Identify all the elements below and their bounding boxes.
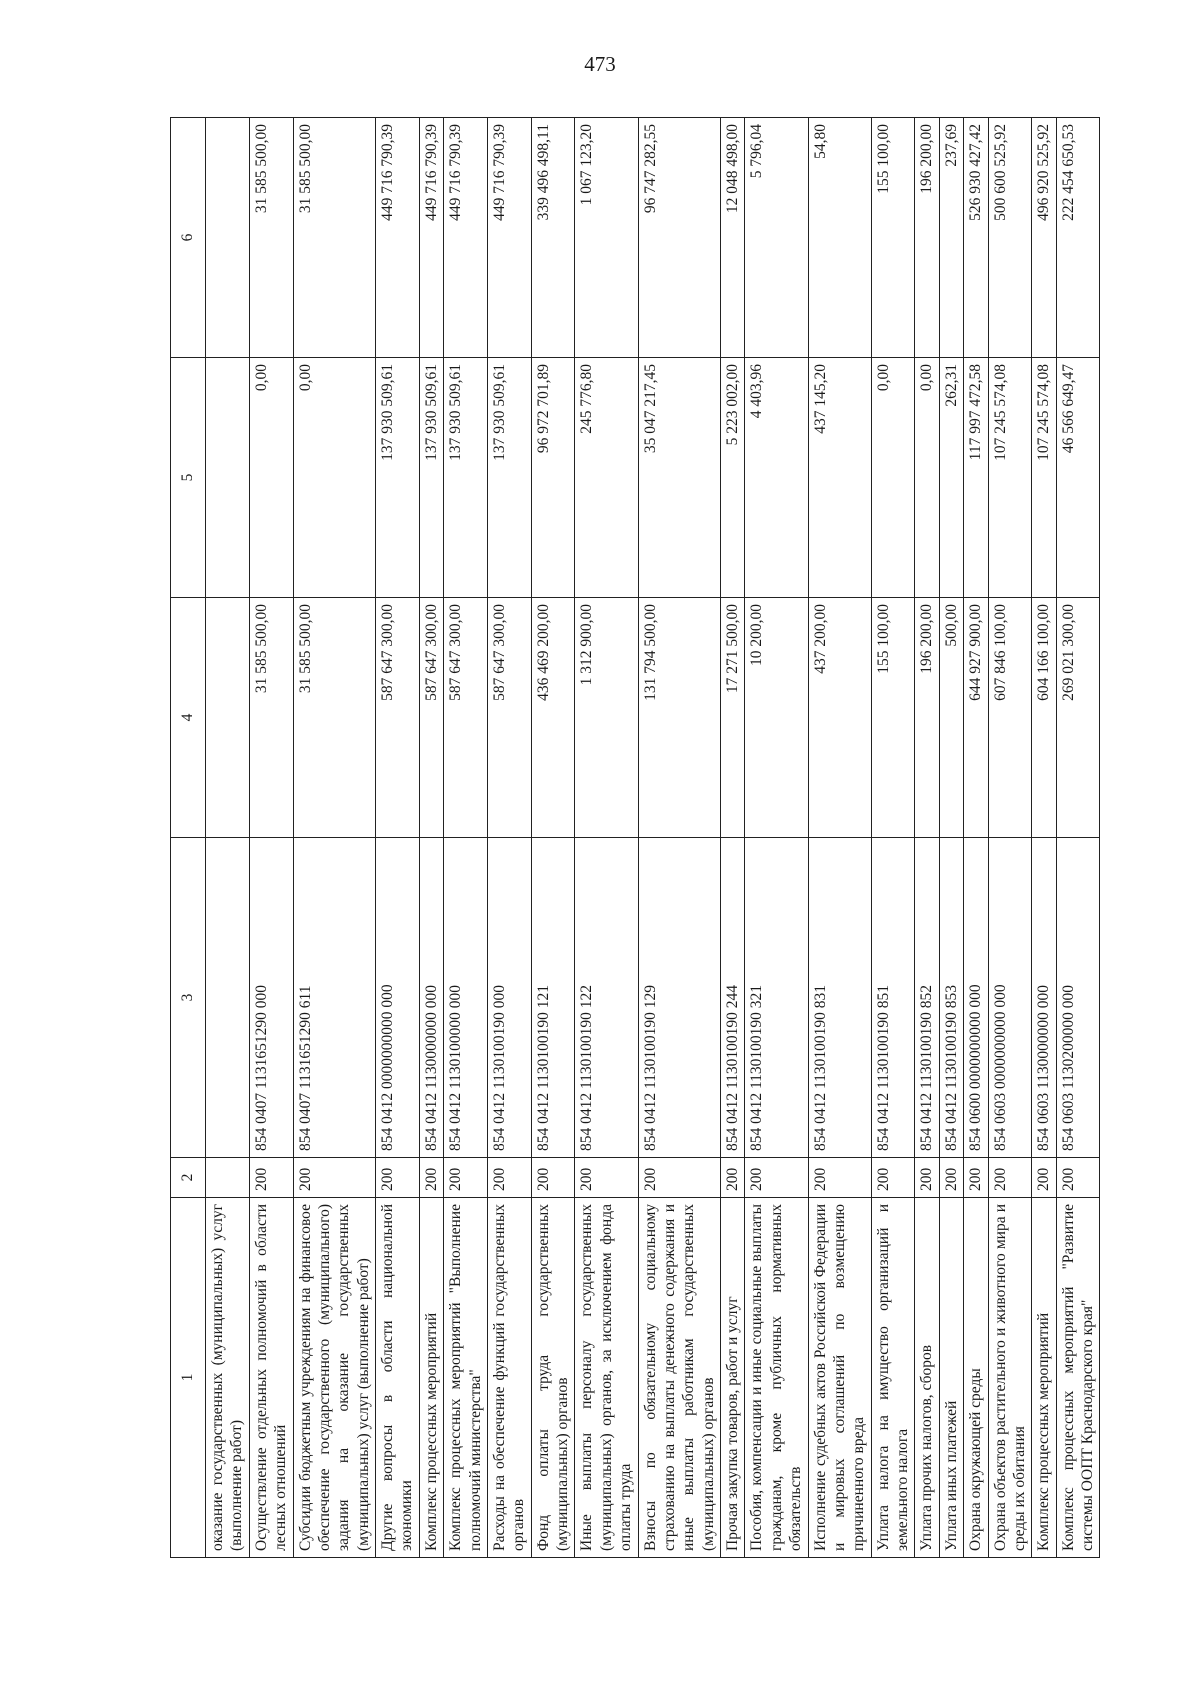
row-executed-cell: 5 223 002,00 bbox=[721, 358, 745, 598]
row-executed-cell: 137 930 509,61 bbox=[444, 358, 488, 598]
row-approved-cell: 587 647 300,00 bbox=[444, 598, 488, 838]
row-name-cell: Иные выплаты персоналу государственных (муниципальных) органов, за исключением фонда оплаты труда bbox=[575, 1198, 638, 1558]
row-remaining-cell: 449 716 790,39 bbox=[487, 118, 531, 358]
row-executed-cell: 35 047 217,45 bbox=[638, 358, 721, 598]
row-executed-cell: 117 997 472,58 bbox=[964, 358, 988, 598]
row-approved-cell: 436 469 200,00 bbox=[531, 598, 575, 838]
row-code-cell: 200 bbox=[871, 1158, 915, 1198]
row-kbk-cell: 854 0603 0000000000 000 bbox=[988, 838, 1032, 1158]
row-kbk-cell: 854 0407 1131651290 000 bbox=[249, 838, 293, 1158]
row-executed-cell: 96 972 701,89 bbox=[531, 358, 575, 598]
column-header: 1 bbox=[171, 1198, 206, 1558]
table-row bbox=[871, 118, 915, 1558]
table-row bbox=[1056, 118, 1100, 1558]
row-approved-cell: 587 647 300,00 bbox=[419, 598, 443, 838]
budget-table bbox=[170, 117, 1100, 1558]
row-approved-cell: 644 927 900,00 bbox=[964, 598, 988, 838]
row-name-cell: Уплата налога на имущество организаций и земельного налога bbox=[871, 1198, 915, 1558]
row-code-cell: 200 bbox=[376, 1158, 420, 1198]
row-approved-cell: 437 200,00 bbox=[808, 598, 871, 838]
table-row bbox=[531, 118, 575, 1558]
table-row bbox=[721, 118, 745, 1558]
row-executed-cell: 262,31 bbox=[939, 358, 963, 598]
column-header: 4 bbox=[171, 598, 206, 838]
row-name-cell: Прочая закупка товаров, работ и услуг bbox=[721, 1198, 745, 1558]
row-code-cell: 200 bbox=[939, 1158, 963, 1198]
row-approved-cell: 155 100,00 bbox=[871, 598, 915, 838]
table-body bbox=[206, 118, 1100, 1558]
row-remaining-cell: 449 716 790,39 bbox=[376, 118, 420, 358]
column-header: 2 bbox=[171, 1158, 206, 1198]
row-name-cell: Расходы на обеспечение функций государственных органов bbox=[487, 1198, 531, 1558]
row-executed-cell: 437 145,20 bbox=[808, 358, 871, 598]
row-remaining-cell: 54,80 bbox=[808, 118, 871, 358]
row-kbk-cell: 854 0412 1130100190 122 bbox=[575, 838, 638, 1158]
table-row bbox=[638, 118, 721, 1558]
table-row bbox=[988, 118, 1032, 1558]
table-row bbox=[487, 118, 531, 1558]
row-kbk-cell: 854 0412 1130100190 321 bbox=[745, 838, 808, 1158]
row-approved-cell: 587 647 300,00 bbox=[487, 598, 531, 838]
row-approved-cell: 604 166 100,00 bbox=[1032, 598, 1056, 838]
row-code-cell: 200 bbox=[575, 1158, 638, 1198]
row-code-cell: 200 bbox=[721, 1158, 745, 1198]
row-remaining-cell: 449 716 790,39 bbox=[419, 118, 443, 358]
row-name-cell: Уплата иных платежей bbox=[939, 1198, 963, 1558]
table-row bbox=[376, 118, 420, 1558]
row-remaining-cell: 339 496 498,11 bbox=[531, 118, 575, 358]
table-row bbox=[808, 118, 871, 1558]
row-kbk-cell: 854 0412 1130100190 853 bbox=[939, 838, 963, 1158]
row-kbk-cell: 854 0412 1130100000 000 bbox=[444, 838, 488, 1158]
row-approved-cell: 1 312 900,00 bbox=[575, 598, 638, 838]
row-approved-cell: 31 585 500,00 bbox=[249, 598, 293, 838]
row-code-cell: 200 bbox=[745, 1158, 808, 1198]
row-remaining-cell: 449 716 790,39 bbox=[444, 118, 488, 358]
row-code-cell: 200 bbox=[419, 1158, 443, 1198]
table-row bbox=[575, 118, 638, 1558]
table-row bbox=[293, 118, 376, 1558]
row-approved-cell: 269 021 300,00 bbox=[1056, 598, 1100, 838]
row-approved-cell bbox=[206, 598, 250, 838]
row-name-cell: Охрана окружающей среды bbox=[964, 1198, 988, 1558]
row-kbk-cell: 854 0412 1130000000 000 bbox=[419, 838, 443, 1158]
row-executed-cell: 0,00 bbox=[871, 358, 915, 598]
row-executed-cell: 4 403,96 bbox=[745, 358, 808, 598]
row-code-cell: 200 bbox=[444, 1158, 488, 1198]
row-approved-cell: 587 647 300,00 bbox=[376, 598, 420, 838]
row-code-cell: 200 bbox=[531, 1158, 575, 1198]
row-code-cell: 200 bbox=[1032, 1158, 1056, 1198]
row-name-cell: Пособия, компенсации и иные социальные выплаты гражданам, кроме публичных нормативных обязательств bbox=[745, 1198, 808, 1558]
row-remaining-cell: 155 100,00 bbox=[871, 118, 915, 358]
row-kbk-cell: 854 0412 1130100190 129 bbox=[638, 838, 721, 1158]
column-header: 3 bbox=[171, 838, 206, 1158]
row-executed-cell: 107 245 574,08 bbox=[988, 358, 1032, 598]
table-row bbox=[1032, 118, 1056, 1558]
row-kbk-cell: 854 0412 1130100190 852 bbox=[915, 838, 939, 1158]
row-code-cell: 200 bbox=[487, 1158, 531, 1198]
row-remaining-cell: 500 600 525,92 bbox=[988, 118, 1032, 358]
row-executed-cell bbox=[206, 358, 250, 598]
table-row bbox=[249, 118, 293, 1558]
row-remaining-cell: 12 048 498,00 bbox=[721, 118, 745, 358]
table-row bbox=[939, 118, 963, 1558]
row-remaining-cell: 31 585 500,00 bbox=[249, 118, 293, 358]
row-name-cell: Исполнение судебных актов Российской Федерации и мировых соглашений по возмещению причиненного вреда bbox=[808, 1198, 871, 1558]
table-row bbox=[444, 118, 488, 1558]
row-name-cell: оказание государственных (муниципальных) услуг (выполнение работ) bbox=[206, 1198, 250, 1558]
row-approved-cell: 131 794 500,00 bbox=[638, 598, 721, 838]
table-row bbox=[964, 118, 988, 1558]
row-name-cell: Фонд оплаты труда государственных (муниципальных) органов bbox=[531, 1198, 575, 1558]
row-remaining-cell: 237,69 bbox=[939, 118, 963, 358]
row-kbk-cell: 854 0412 0000000000 000 bbox=[376, 838, 420, 1158]
row-code-cell: 200 bbox=[964, 1158, 988, 1198]
row-name-cell: Комплекс процессных мероприятий bbox=[419, 1198, 443, 1558]
row-executed-cell: 46 566 649,47 bbox=[1056, 358, 1100, 598]
row-code-cell: 200 bbox=[988, 1158, 1032, 1198]
row-executed-cell: 0,00 bbox=[249, 358, 293, 598]
row-executed-cell: 137 930 509,61 bbox=[487, 358, 531, 598]
row-executed-cell: 0,00 bbox=[915, 358, 939, 598]
row-kbk-cell: 854 0412 1130100190 831 bbox=[808, 838, 871, 1158]
row-kbk-cell: 854 0412 1130100190 121 bbox=[531, 838, 575, 1158]
row-approved-cell: 500,00 bbox=[939, 598, 963, 838]
row-name-cell: Взносы по обязательному социальному страхованию на выплаты денежного содержания и иные выплаты работникам государственных (муниципальных) органов bbox=[638, 1198, 721, 1558]
column-header: 5 bbox=[171, 358, 206, 598]
row-kbk-cell: 854 0412 1130100190 244 bbox=[721, 838, 745, 1158]
row-remaining-cell: 526 930 427,42 bbox=[964, 118, 988, 358]
row-code-cell: 200 bbox=[1056, 1158, 1100, 1198]
row-remaining-cell: 196 200,00 bbox=[915, 118, 939, 358]
rotated-table-container bbox=[170, 118, 1096, 1558]
row-kbk-cell: 854 0603 1130200000 000 bbox=[1056, 838, 1100, 1158]
row-remaining-cell: 31 585 500,00 bbox=[293, 118, 376, 358]
row-kbk-cell: 854 0407 1131651290 611 bbox=[293, 838, 376, 1158]
row-kbk-cell: 854 0600 0000000000 000 bbox=[964, 838, 988, 1158]
row-executed-cell: 137 930 509,61 bbox=[419, 358, 443, 598]
row-code-cell: 200 bbox=[915, 1158, 939, 1198]
row-approved-cell: 31 585 500,00 bbox=[293, 598, 376, 838]
row-approved-cell: 196 200,00 bbox=[915, 598, 939, 838]
table-row bbox=[206, 118, 250, 1558]
page-number: 473 bbox=[584, 52, 616, 76]
column-header: 6 bbox=[171, 118, 206, 358]
row-kbk-cell: 854 0412 1130100190 851 bbox=[871, 838, 915, 1158]
row-code-cell: 200 bbox=[638, 1158, 721, 1198]
row-approved-cell: 607 846 100,00 bbox=[988, 598, 1032, 838]
row-code-cell: 200 bbox=[808, 1158, 871, 1198]
row-executed-cell: 0,00 bbox=[293, 358, 376, 598]
row-remaining-cell: 96 747 282,55 bbox=[638, 118, 721, 358]
row-remaining-cell: 222 454 650,53 bbox=[1056, 118, 1100, 358]
row-name-cell: Комплекс процессных мероприятий "Развитие системы ООПТ Краснодарского края" bbox=[1056, 1198, 1100, 1558]
row-code-cell: 200 bbox=[293, 1158, 376, 1198]
row-executed-cell: 245 776,80 bbox=[575, 358, 638, 598]
row-kbk-cell bbox=[206, 838, 250, 1158]
row-name-cell: Охрана объектов растительного и животного мира и среды их обитания bbox=[988, 1198, 1032, 1558]
row-code-cell: 200 bbox=[249, 1158, 293, 1198]
row-name-cell: Субсидии бюджетным учреждениям на финансовое обеспечение государственного (муниципального) задания на оказание государственных (муниципальных) услуг (выполнение работ) bbox=[293, 1198, 376, 1558]
row-name-cell: Комплекс процессных мероприятий "Выполнение полномочий министерства" bbox=[444, 1198, 488, 1558]
row-approved-cell: 17 271 500,00 bbox=[721, 598, 745, 838]
row-executed-cell: 137 930 509,61 bbox=[376, 358, 420, 598]
row-kbk-cell: 854 0412 1130100190 000 bbox=[487, 838, 531, 1158]
row-name-cell: Комплекс процессных мероприятий bbox=[1032, 1198, 1056, 1558]
table-row bbox=[419, 118, 443, 1558]
row-executed-cell: 107 245 574,08 bbox=[1032, 358, 1056, 598]
row-remaining-cell: 496 920 525,92 bbox=[1032, 118, 1056, 358]
row-name-cell: Осуществление отдельных полномочий в области лесных отношений bbox=[249, 1198, 293, 1558]
table-row bbox=[745, 118, 808, 1558]
row-name-cell: Уплата прочих налогов, сборов bbox=[915, 1198, 939, 1558]
row-approved-cell: 10 200,00 bbox=[745, 598, 808, 838]
row-remaining-cell bbox=[206, 118, 250, 358]
row-remaining-cell: 5 796,04 bbox=[745, 118, 808, 358]
row-code-cell bbox=[206, 1158, 250, 1198]
row-kbk-cell: 854 0603 1130000000 000 bbox=[1032, 838, 1056, 1158]
row-remaining-cell: 1 067 123,20 bbox=[575, 118, 638, 358]
table-header-row bbox=[171, 118, 206, 1558]
row-name-cell: Другие вопросы в области национальной экономики bbox=[376, 1198, 420, 1558]
table-row bbox=[915, 118, 939, 1558]
